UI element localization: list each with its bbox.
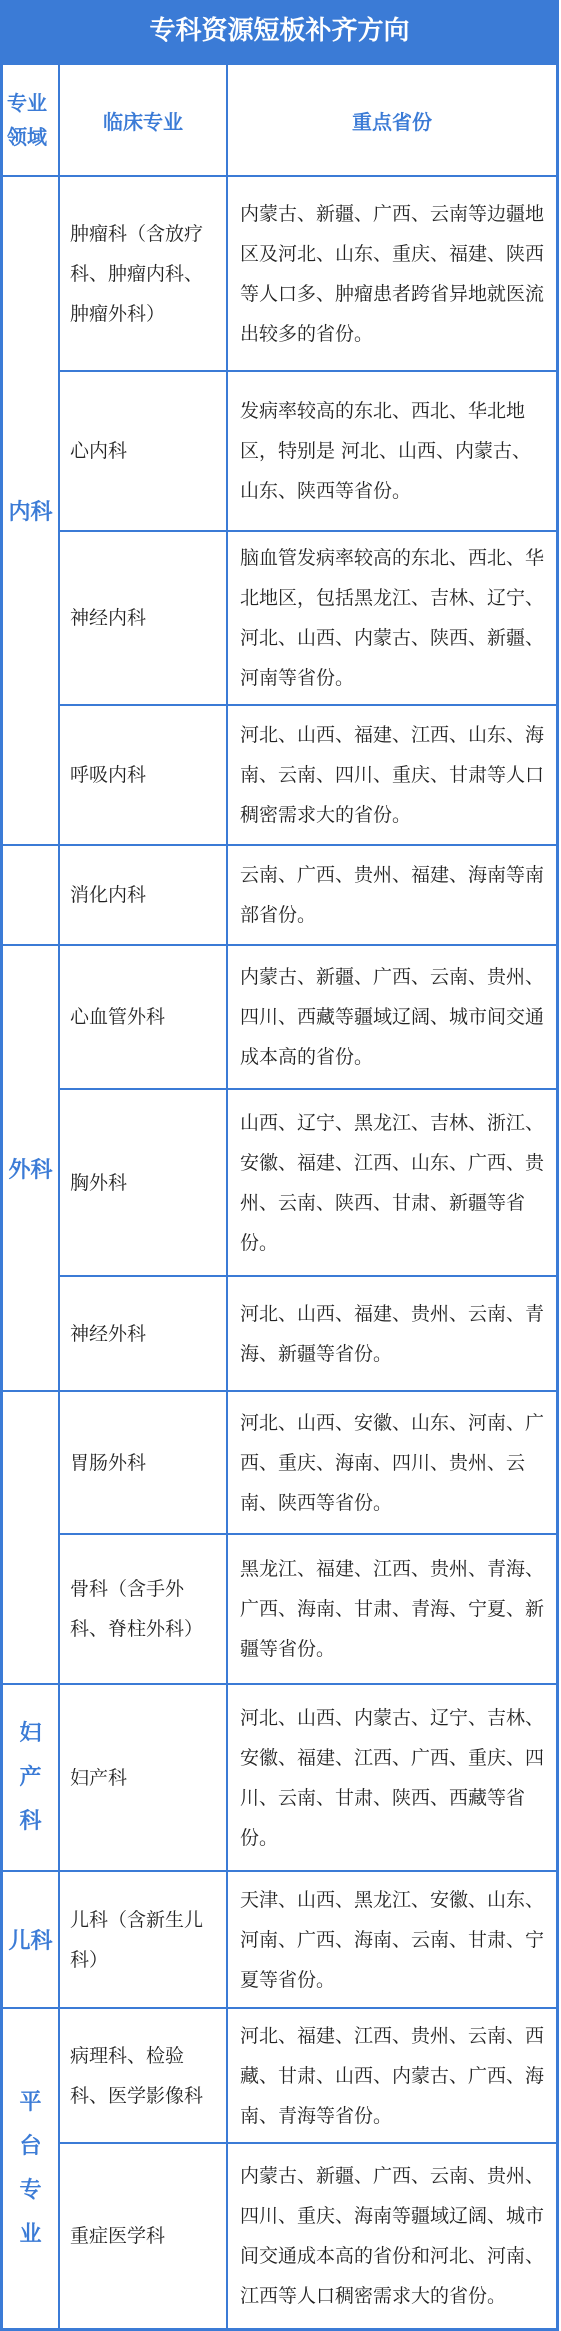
provinces-cell: 内蒙古、新疆、广西、云南、贵州、四川、西藏等疆域辽阔、城市间交通成本高的省份。 (227, 945, 557, 1089)
provinces-cell: 河北、山西、福建、贵州、云南、青海、新疆等省份。 (227, 1276, 557, 1391)
specialty-cell: 神经内科 (59, 531, 227, 705)
domain-empty-cell (2, 1391, 59, 1684)
domain-fuchan (2, 1684, 59, 1871)
provinces-cell: 山西、辽宁、黑龙江、吉林、浙江、安徽、福建、江西、山东、广西、贵州、云南、陕西、甘肃、新疆等省份。 (227, 1089, 557, 1276)
domain-neike: 内科 (2, 176, 59, 845)
domain-erke: 儿科 (2, 1871, 59, 2008)
domain-pingtai-char: 专 (19, 2177, 42, 2203)
specialty-cell: 儿科（含新生儿科） (59, 1871, 227, 2008)
header-domain-line1: 专业 (7, 91, 47, 115)
specialty-cell: 消化内科 (59, 845, 227, 945)
table-row (2, 945, 557, 1089)
provinces-cell: 内蒙古、新疆、广西、云南、贵州、四川、重庆、海南等疆域辽阔、城市间交通成本高的省份和河北、河南、江西等人口稠密需求大的省份。 (227, 2143, 557, 2329)
specialty-table (1, 63, 558, 2330)
header-domain (2, 64, 59, 176)
table-row (2, 371, 557, 531)
provinces-cell: 内蒙古、新疆、广西、云南等边疆地区及河北、山东、重庆、福建、陕西等人口多、肿瘤患者跨省异地就医流出较多的省份。 (227, 176, 557, 371)
table-row (2, 2008, 557, 2143)
provinces-cell: 河北、山西、内蒙古、辽宁、吉林、安徽、福建、江西、广西、重庆、四川、云南、甘肃、陕西、西藏等省份。 (227, 1684, 557, 1871)
specialty-cell: 胃肠外科 (59, 1391, 227, 1534)
domain-pingtai-char: 业 (19, 2221, 42, 2247)
table-row (2, 2143, 557, 2329)
provinces-cell: 天津、山西、黑龙江、安徽、山东、河南、广西、海南、云南、甘肃、宁夏等省份。 (227, 1871, 557, 2008)
specialty-cell: 心血管外科 (59, 945, 227, 1089)
specialty-cell: 病理科、检验科、医学影像科 (59, 2008, 227, 2143)
specialty-cell: 胸外科 (59, 1089, 227, 1276)
provinces-cell: 脑血管发病率较高的东北、西北、华北地区，包括黑龙江、吉林、辽宁、河北、山西、内蒙古、陕西、新疆、河南等省份。 (227, 531, 557, 705)
specialty-cell: 呼吸内科 (59, 705, 227, 845)
table-row (2, 845, 557, 945)
table-row (2, 1871, 557, 2008)
domain-pingtai-char: 台 (19, 2133, 42, 2159)
specialty-cell: 骨科（含手外科、脊柱外科） (59, 1534, 227, 1684)
domain-fuchan-char: 妇 (19, 1720, 42, 1746)
provinces-cell: 河北、福建、江西、贵州、云南、西藏、甘肃、山西、内蒙古、广西、海南、青海等省份。 (227, 2008, 557, 2143)
table-row (2, 1276, 557, 1391)
domain-empty-cell (2, 845, 59, 945)
specialty-cell: 妇产科 (59, 1684, 227, 1871)
domain-pingtai (2, 2008, 59, 2329)
provinces-cell: 云南、广西、贵州、福建、海南等南部省份。 (227, 845, 557, 945)
specialty-cell: 心内科 (59, 371, 227, 531)
header-provinces: 重点省份 (227, 64, 557, 176)
specialty-cell: 重症医学科 (59, 2143, 227, 2329)
specialty-cell: 肿瘤科（含放疗科、肿瘤内科、肿瘤外科） (59, 176, 227, 371)
provinces-cell: 黑龙江、福建、江西、贵州、青海、广西、海南、甘肃、青海、宁夏、新疆等省份。 (227, 1534, 557, 1684)
specialty-cell: 神经外科 (59, 1276, 227, 1391)
table-row (2, 176, 557, 371)
domain-waike: 外科 (2, 945, 59, 1391)
table-row (2, 1089, 557, 1276)
header-row (2, 64, 557, 176)
domain-fuchan-char: 科 (19, 1808, 42, 1834)
table-row (2, 705, 557, 845)
table-title: 专科资源短板补齐方向 (1, 1, 558, 63)
header-domain-line2: 领域 (7, 125, 47, 149)
domain-pingtai-char: 平 (19, 2089, 42, 2115)
table-row (2, 1391, 557, 1534)
table-row (2, 1534, 557, 1684)
table-row (2, 531, 557, 705)
header-specialty: 临床专业 (59, 64, 227, 176)
domain-fuchan-char: 产 (19, 1764, 42, 1790)
table-row (2, 1684, 557, 1871)
provinces-cell: 河北、山西、福建、江西、山东、海南、云南、四川、重庆、甘肃等人口稠密需求大的省份。 (227, 705, 557, 845)
provinces-cell: 发病率较高的东北、西北、华北地区，特别是 河北、山西、内蒙古、山东、陕西等省份。 (227, 371, 557, 531)
provinces-cell: 河北、山西、安徽、山东、河南、广西、重庆、海南、四川、贵州、云南、陕西等省份。 (227, 1391, 557, 1534)
